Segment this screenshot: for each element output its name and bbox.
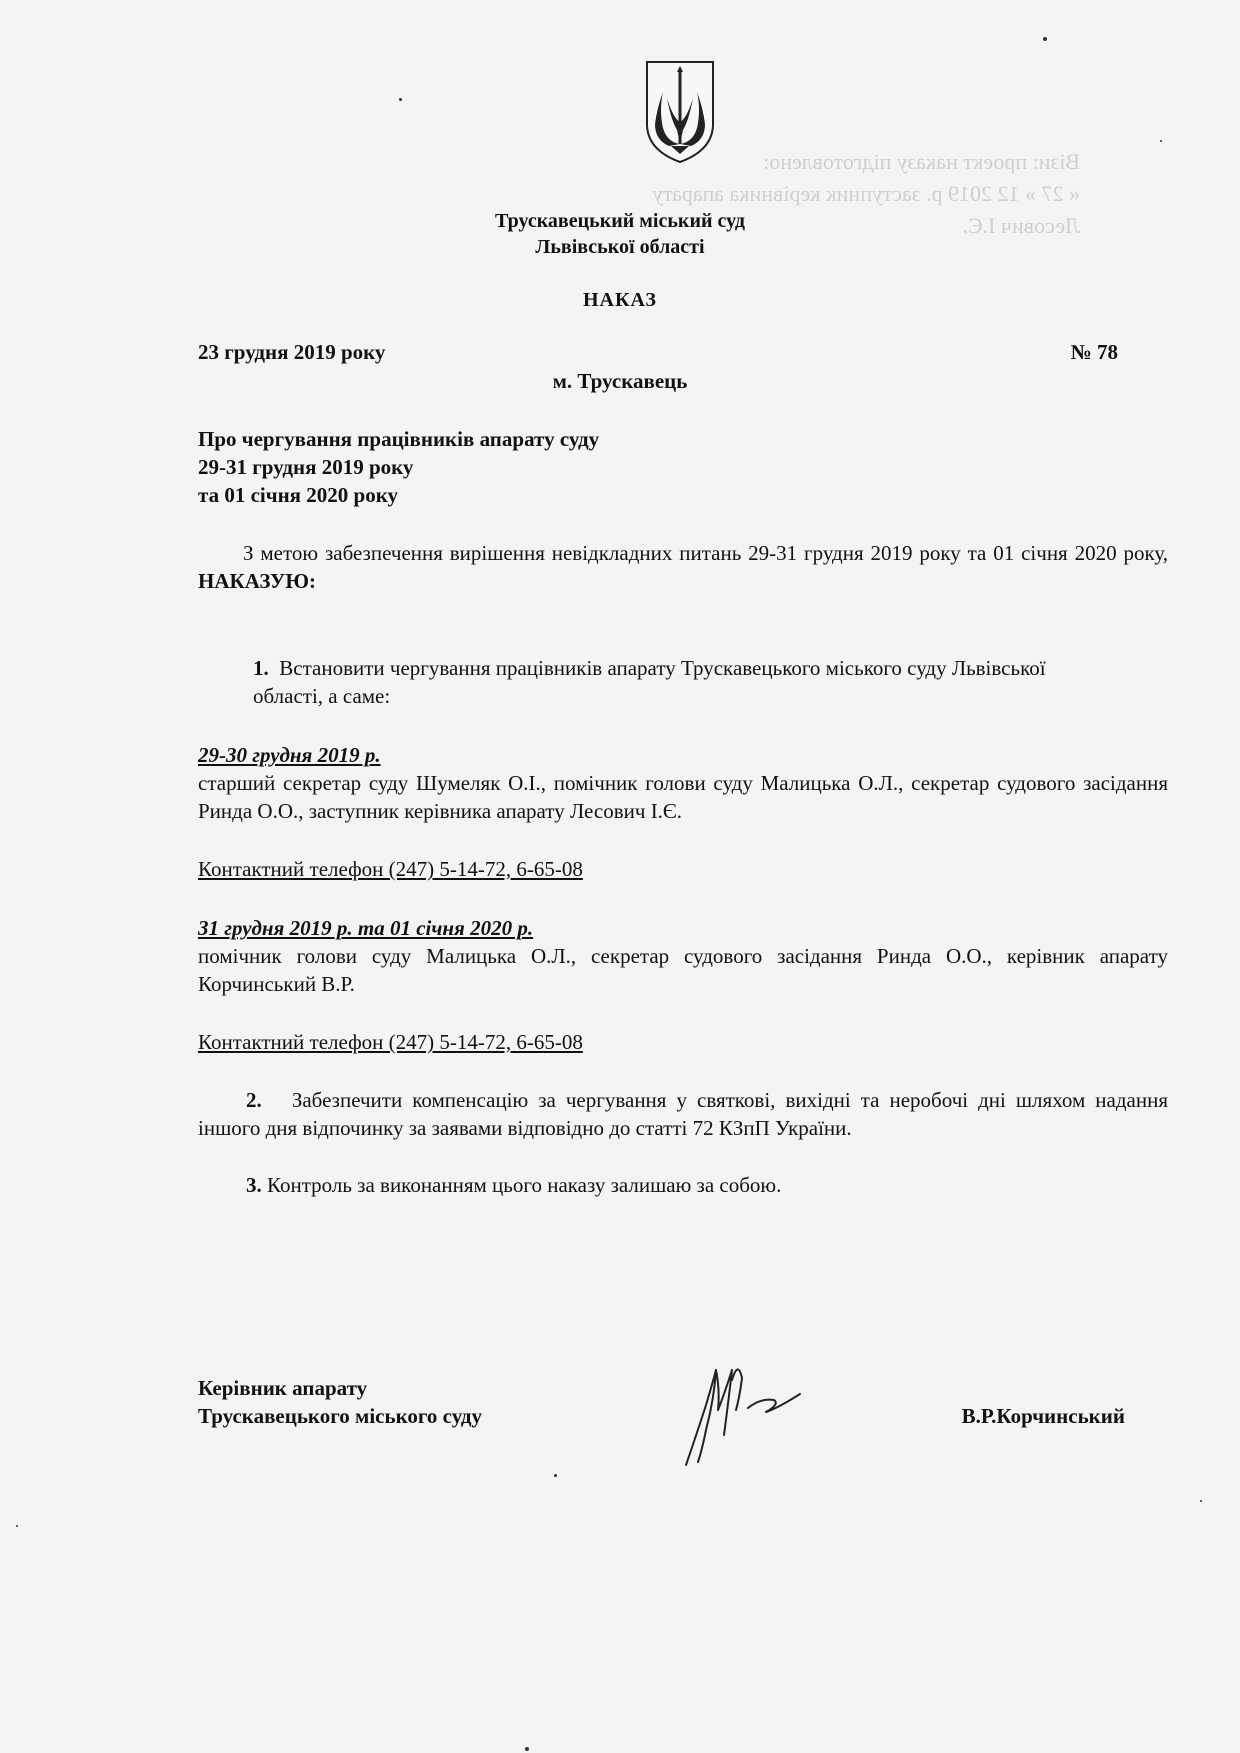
signatory-position-line2: Трускавецького міського суду bbox=[198, 1404, 483, 1428]
court-name-line2: Львівської області bbox=[535, 236, 705, 258]
item-1 bbox=[253, 654, 1113, 710]
subject-line1: Про чергування працівників апарату суду bbox=[198, 427, 600, 451]
signature-icon bbox=[676, 1350, 816, 1470]
item-2-text: Забезпечити компенсацію за чергування у святкові, вихідні та неробочі дні шляхом надання іншого дня відпочинку за заявами відповідно до статті 72 КЗпП України. bbox=[198, 1088, 1169, 1140]
intro-text: З метою забезпечення вирішення невідкладних питань 29-31 грудня 2019 року та 01 січня 2020 року, bbox=[243, 541, 1168, 565]
item-2 bbox=[198, 1086, 1168, 1142]
document-type: НАКАЗ bbox=[582, 289, 657, 311]
period-1-title: 29-30 грудня 2019 р. bbox=[198, 743, 381, 767]
coat-of-arms-icon bbox=[641, 58, 719, 166]
scan-speck bbox=[399, 98, 402, 101]
bleed-through-line: Лесович І.Є. bbox=[962, 213, 1080, 238]
scan-speck bbox=[1160, 140, 1162, 142]
item-1-number: 1. bbox=[253, 656, 269, 680]
period-2-staff: помічник голови суду Малицька О.Л., секретар судового засідання Ринда О.О., керівник апарату Корчинський В.Р. bbox=[198, 944, 1168, 996]
item-3 bbox=[246, 1171, 1146, 1199]
subject-line3: та 01 січня 2020 року bbox=[198, 483, 399, 507]
order-number: № 78 bbox=[1070, 340, 1118, 364]
period-1-phone: Контактний телефон (247) 5-14-72, 6-65-08 bbox=[198, 857, 583, 881]
scan-speck bbox=[16, 1525, 18, 1527]
signatory-name: В.Р.Корчинський bbox=[961, 1404, 1125, 1428]
scan-speck bbox=[525, 1747, 529, 1751]
city: м. Трускавець bbox=[552, 369, 688, 393]
court-name-line1: Трускавецький міський суд bbox=[495, 210, 745, 232]
bleed-through-line: Візи: проект наказу підготовлено: bbox=[763, 149, 1080, 174]
subject-line2: 29-31 грудня 2019 року bbox=[198, 455, 414, 479]
item-3-number: 3. bbox=[246, 1173, 262, 1197]
item-2-number: 2. bbox=[246, 1088, 262, 1112]
item-3-text: Контроль за виконанням цього наказу залишаю за собою. bbox=[267, 1173, 782, 1197]
order-date: 23 грудня 2019 року bbox=[198, 340, 386, 364]
period-2-title: 31 грудня 2019 р. та 01 січня 2020 р. bbox=[198, 916, 534, 940]
signatory-position-line1: Керівник апарату bbox=[198, 1376, 368, 1400]
period-2-phone: Контактний телефон (247) 5-14-72, 6-65-08 bbox=[198, 1030, 583, 1054]
scan-speck bbox=[554, 1474, 557, 1477]
scan-speck bbox=[1043, 37, 1047, 41]
item-1-text: Встановити чергування працівників апарату Трускавецького міського суду Львівської області, а саме: bbox=[253, 656, 1046, 708]
scan-speck bbox=[1200, 1500, 1202, 1502]
period-1-staff: старший секретар суду Шумеляк О.І., помічник голови суду Малицька О.Л., секретар судового засідання Ринда О.О., заступник керівника апарату Лесович І.Є. bbox=[198, 771, 1168, 823]
bleed-through-line: « 27 » 12 2019 р. заступник керівника апарату bbox=[652, 181, 1080, 206]
intro-paragraph bbox=[198, 539, 1168, 595]
intro-emphasis: НАКАЗУЮ: bbox=[198, 569, 316, 593]
